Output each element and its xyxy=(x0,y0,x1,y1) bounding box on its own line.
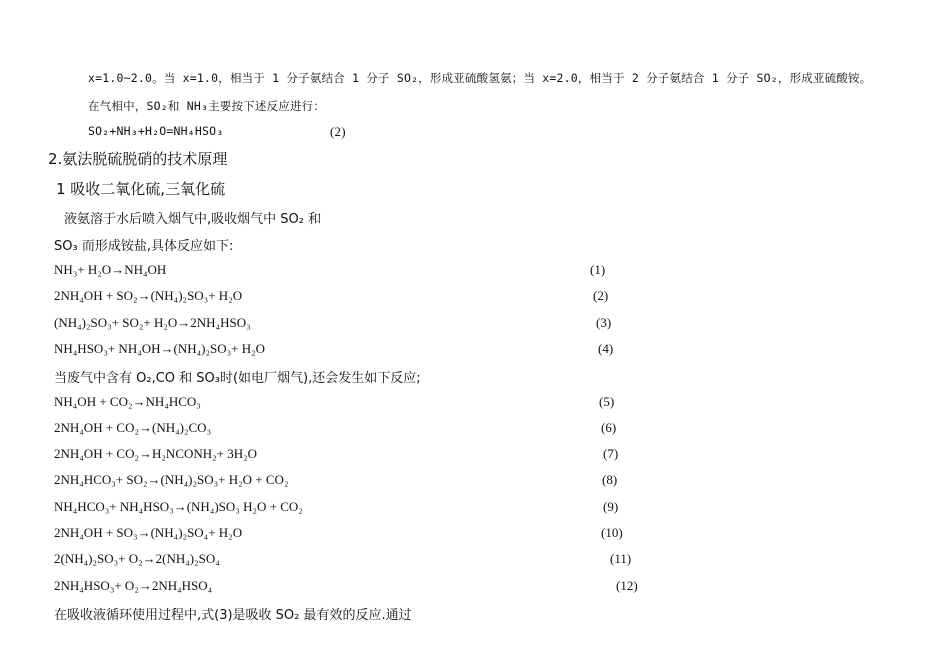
equation-11: 2(NH₄)₂SO₃+ O₂→2(NH₄)₂SO₄ xyxy=(54,551,220,566)
equation-3: (NH₄)₂SO₃+ SO₂+ H₂O→2NH₄HSO₃ xyxy=(54,315,251,330)
equation-7: 2NH₄OH + CO₂→H₂NCONH₂+ 3H₂O xyxy=(54,446,258,461)
equation-number-12: (12) xyxy=(616,578,638,593)
flue-gas-sentence: 当废气中含有 O₂,CO 和 SO₃时(如电厂烟气),还会发生如下反应; xyxy=(54,371,421,386)
absorption-intro-line: 液氨溶于水后喷入烟气中,吸收烟气中 SO₂ 和 xyxy=(64,212,322,227)
section-heading: 2.氨法脱硫脱硝的技术原理 xyxy=(48,150,228,168)
equation-9: NH₄HCO₃+ NH₄HSO₃→(NH₄)SO₃ H₂O + CO₂ xyxy=(54,499,303,514)
equation-10: 2NH₄OH + SO₃→(NH₄)₂SO₄+ H₂O xyxy=(54,525,243,540)
equation-number-10: (10) xyxy=(601,525,623,540)
equation-number-2: (2) xyxy=(593,288,609,303)
equation-6: 2NH₄OH + CO₂→(NH₄)₂CO₃ xyxy=(54,420,212,435)
top-equation: SO₂+NH₃+H₂O=NH₄HSO₃ xyxy=(88,124,224,138)
equation-number-11: (11) xyxy=(610,551,632,566)
equation-12: 2NH₄HSO₃+ O₂→2NH₄HSO₄ xyxy=(54,578,213,593)
equation-number-8: (8) xyxy=(602,472,618,487)
equation-number-7: (7) xyxy=(603,446,619,461)
equation-8: 2NH₄HCO₃+ SO₂→(NH₄)₂SO₃+ H₂O + CO₂ xyxy=(54,472,289,487)
equation-1: NH₃+ H₂O→NH₄OH xyxy=(54,262,167,277)
equation-4: NH₄HSO₃+ NH₄OH→(NH₄)₂SO₃+ H₂O xyxy=(54,341,266,356)
equation-number-4: (4) xyxy=(598,341,614,356)
equation-number-9: (9) xyxy=(603,499,619,514)
intro-paragraph-line: x=1.0~2.0。当 x=1.0，相当于 1 分子氨结合 1 分子 SO₂，形成亚硫酸氢氨；当 x=2.0，相当于 2 分子氨结合 1 分子 SO₂，形成亚硫酸铵。 xyxy=(88,71,872,85)
equation-2: 2NH₄OH + SO₂→(NH₄)₂SO₃+ H₂O xyxy=(54,288,243,303)
equation-number-3: (3) xyxy=(596,315,612,330)
subsection-heading: 1 吸收二氧化硫,三氧化硫 xyxy=(56,180,226,198)
equation-number-5: (5) xyxy=(599,394,615,409)
equation-number-1: (1) xyxy=(590,262,606,277)
closing-sentence: 在吸收液循环使用过程中,式(3)是吸收 SO₂ 最有效的反应.通过 xyxy=(54,608,412,623)
top-equation-number: (2) xyxy=(330,124,346,139)
equation-5: NH₄OH + CO₂→NH₄HCO₃ xyxy=(54,394,201,409)
equation-number-6: (6) xyxy=(601,420,617,435)
gas-phase-sentence: 在气相中，SO₂和 NH₃主要按下述反应进行： xyxy=(88,99,326,113)
absorption-intro-line: SO₃ 而形成铵盐,具体反应如下: xyxy=(54,239,234,254)
